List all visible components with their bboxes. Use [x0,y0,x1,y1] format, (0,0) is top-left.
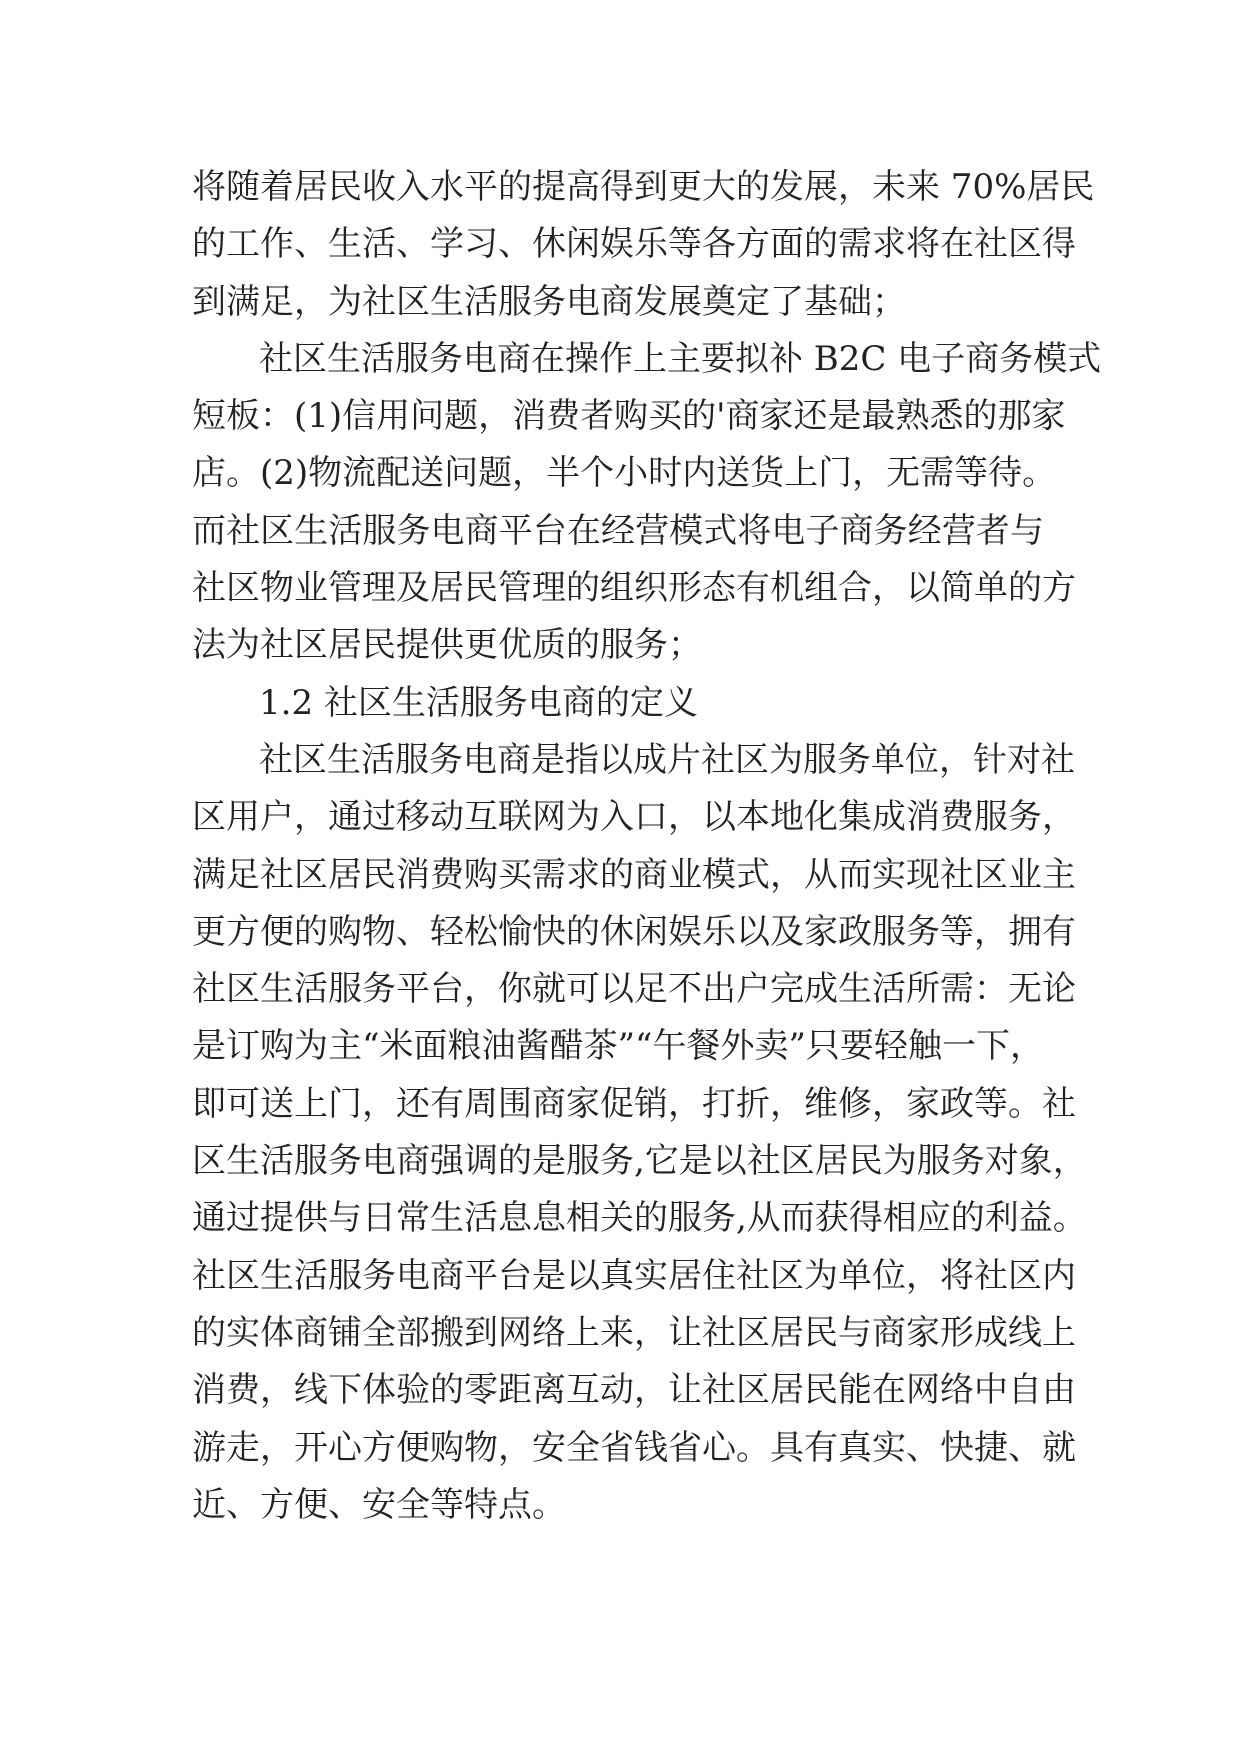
text-line: 社区生活服务平台，你就可以足不出户完成生活所需：无论 [192,969,1076,1010]
text-line: 即可送上门，还有周围商家促销，打折，维修，家政等。社 [192,1083,1076,1124]
text-line: 近、方便、安全等特点。 [192,1484,566,1525]
text-line: 社区物业管理及居民管理的组织形态有机组合，以简单的方 [192,568,1076,609]
paragraph-start-line: 社区生活服务电商在操作上主要拟补 B2C 电子商务模式 [259,338,1102,379]
text-line: 区生活服务电商强调的是服务,它是以社区居民为服务对象， [192,1141,1087,1182]
text-line: 消费，线下体验的零距离互动，让社区居民能在网络中自由 [192,1370,1076,1411]
text-line: 是订购为主“米面粮油酱醋茶”“午餐外卖”只要轻触一下， [192,1026,1044,1067]
text-line: 店。(2)物流配送问题，半个小时内送货上门，无需等待。 [192,453,1057,494]
paragraph-start-line: 社区生活服务电商是指以成片社区为服务单位，针对社 [259,739,1075,780]
text-line: 的实体商铺全部搬到网络上来，让社区居民与商家形成线上 [192,1312,1076,1353]
text-line: 而社区生活服务电商平台在经营模式将电子商务经营者与 [192,510,1044,551]
text-line: 社区生活服务电商平台是以真实居住社区为单位，将社区内 [192,1255,1076,1296]
text-line: 游走，开心方便购物，安全省钱省心。具有真实、快捷、就 [192,1427,1076,1468]
text-line: 法为社区居民提供更优质的服务； [192,625,702,666]
section-heading: 1.2 社区生活服务电商的定义 [259,682,698,723]
text-line: 到满足，为社区生活服务电商发展奠定了基础； [192,281,906,322]
text-line: 满足社区居民消费购买需求的商业模式，从而实现社区业主 [192,854,1076,895]
body-text [192,159,1102,1534]
text-line: 区用户，通过移动互联网为入口，以本地化集成消费服务， [192,797,1076,838]
text-line: 短板：(1)信用问题，消费者购买的'商家还是最熟悉的那家 [192,396,1066,437]
text-line: 将随着居民收入水平的提高得到更大的发展，未来 70%居民 [192,167,1095,207]
text-line: 更方便的购物、轻松愉快的休闲娱乐以及家政服务等，拥有 [192,911,1076,952]
text-line: 通过提供与日常生活息息相关的服务,从而获得相应的利益。 [192,1198,1087,1239]
text-line: 的工作、生活、学习、休闲娱乐等各方面的需求将在社区得 [192,224,1076,265]
